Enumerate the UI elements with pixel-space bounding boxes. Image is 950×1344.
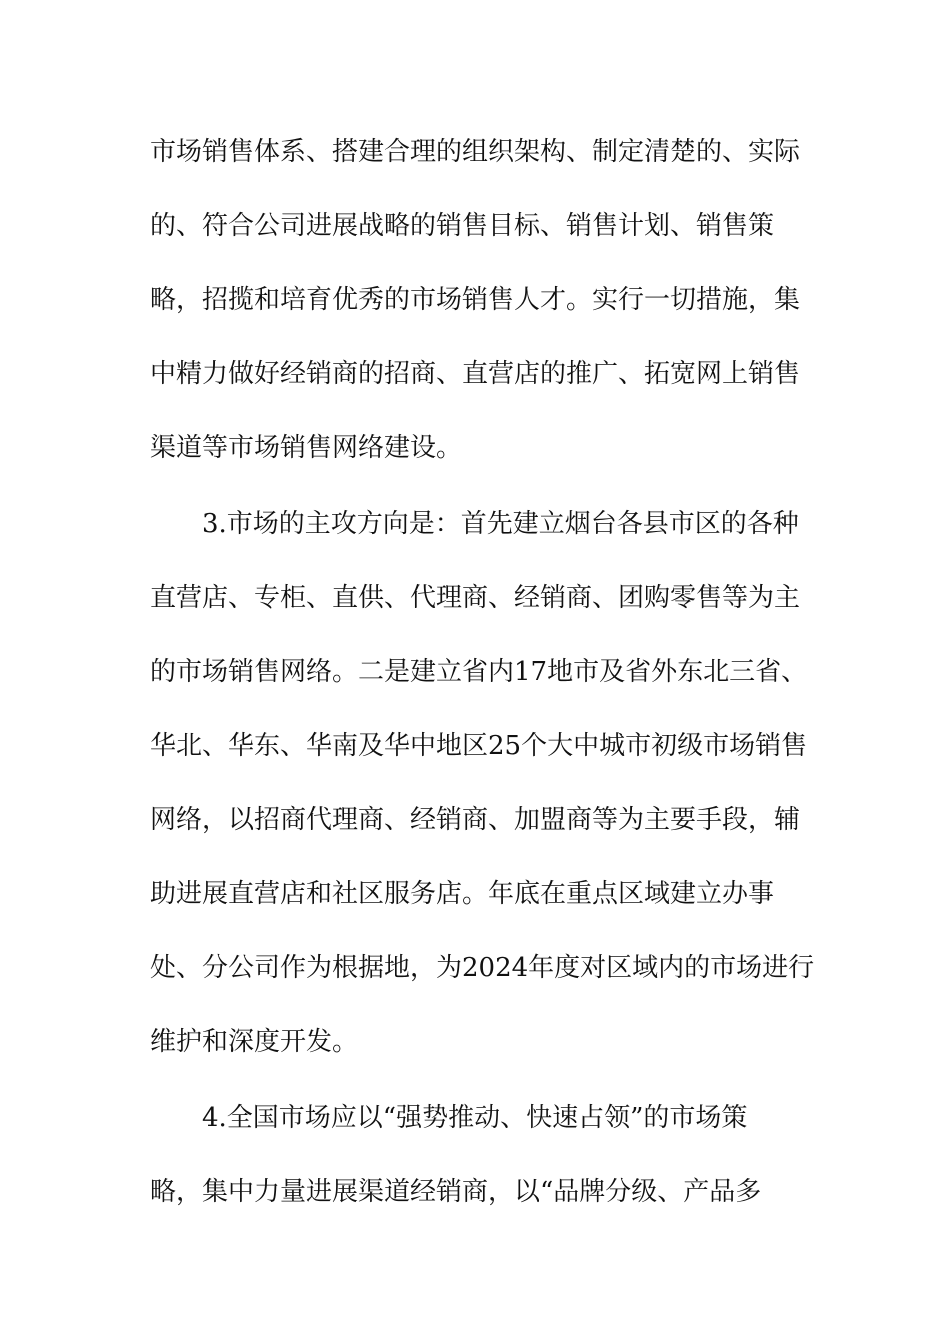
text-line: 助进展直营店和社区服务店。年底在重点区域建立办事: [150, 879, 775, 909]
paragraph-3-first-line: 3.市场的主攻方向是：首先建立烟台各县市区的各种: [202, 509, 799, 539]
text-line: 渠道等市场销售网络建设。: [150, 433, 463, 463]
text-line: 略，招揽和培育优秀的市场销售人才。实行一切措施，集: [150, 285, 801, 315]
text-line: 华北、华东、华南及华中地区25个大中城市初级市场销售: [150, 731, 808, 761]
text-line: 的市场销售网络。二是建立省内17地市及省外东北三省、: [150, 657, 808, 687]
text-line: 略，集中力量进展渠道经销商，以“品牌分级、产品多: [150, 1177, 762, 1207]
text-line: 中精力做好经销商的招商、直营店的推广、拓宽网上销售: [150, 359, 801, 389]
text-line: 处、分公司作为根据地，为2024年度对区域内的市场进行: [150, 953, 815, 983]
text-line: 市场销售体系、搭建合理的组织架构、制定清楚的、实际: [150, 137, 801, 167]
text-line: 的、符合公司进展战略的销售目标、销售计划、销售策: [150, 211, 775, 241]
paragraph-4-first-line: 4.全国市场应以“强势推动、快速占领”的市场策: [202, 1103, 748, 1133]
text-line: 维护和深度开发。: [150, 1027, 359, 1057]
text-line: 网络，以招商代理商、经销商、加盟商等为主要手段，辅: [150, 805, 801, 835]
text-line: 直营店、专柜、直供、代理商、经销商、团购零售等为主: [150, 583, 801, 613]
